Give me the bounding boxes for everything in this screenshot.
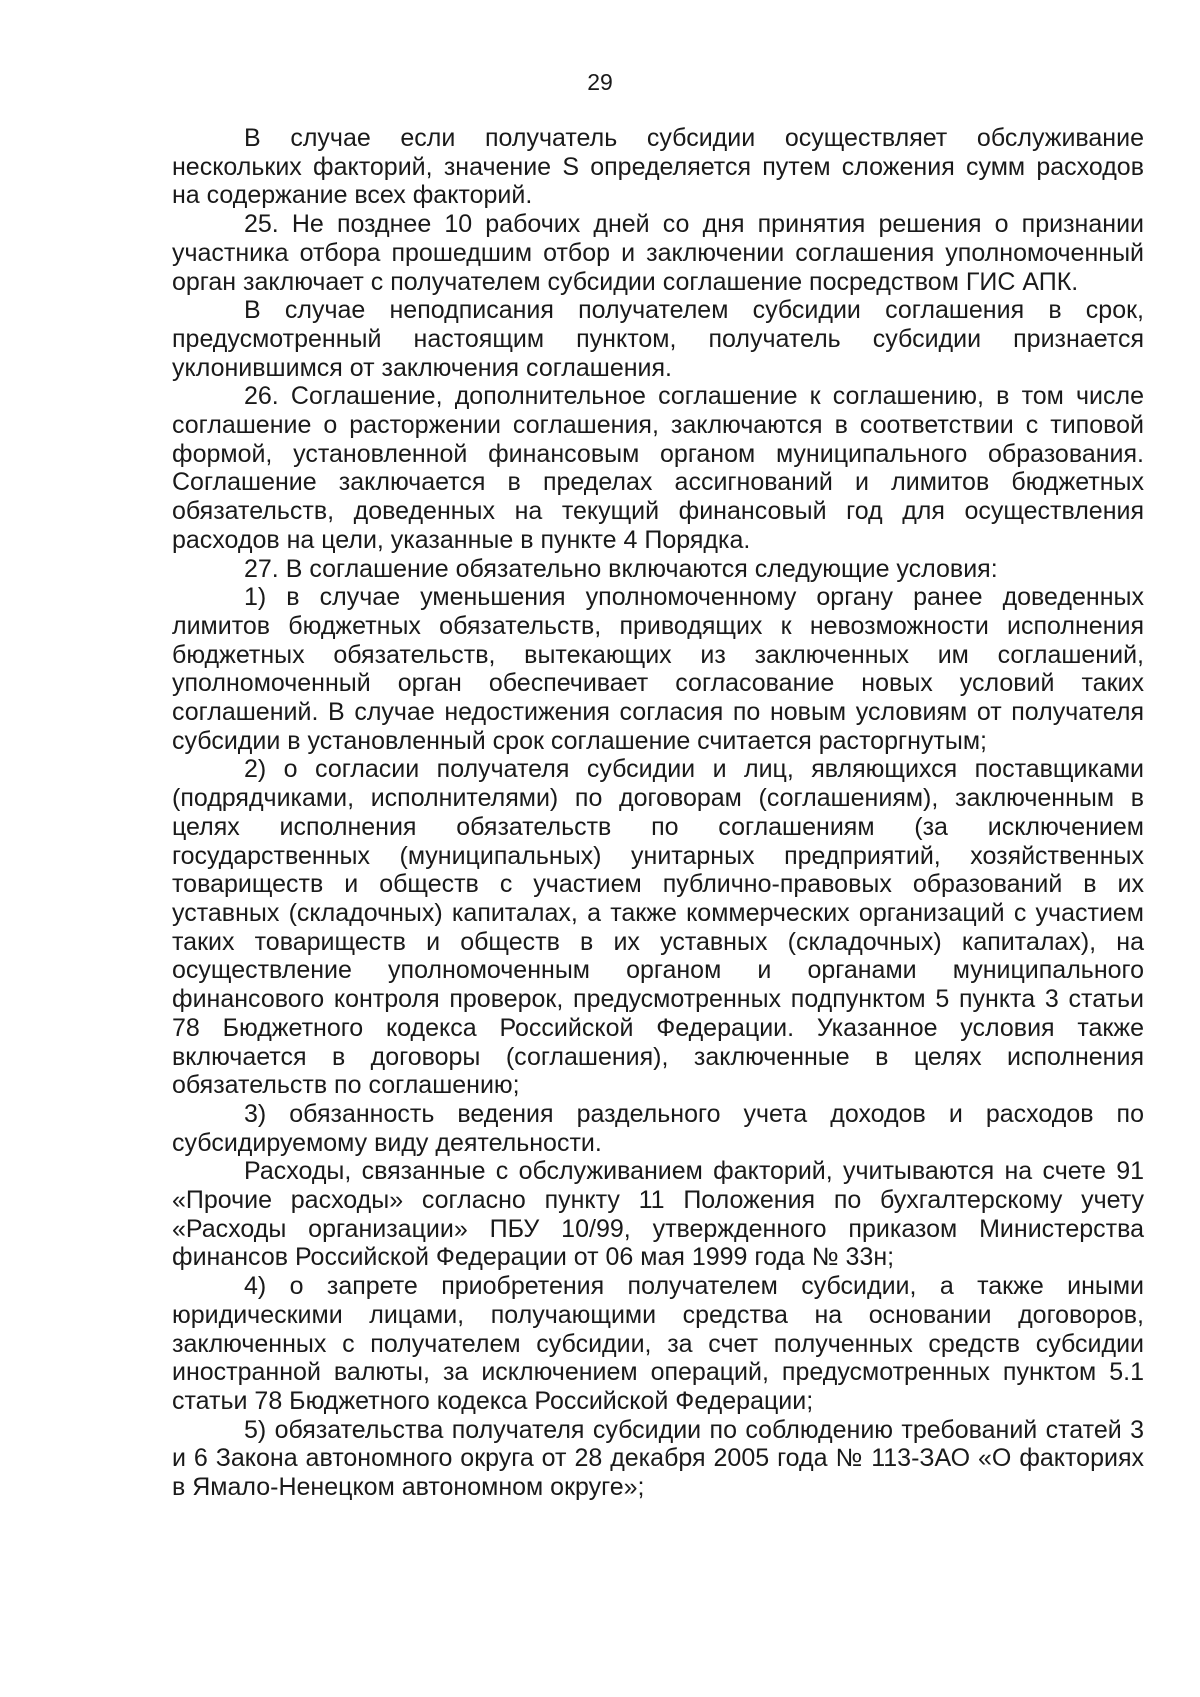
paragraph: 3) обязанность ведения раздельного учета доходов и расходов по субсидируемому виду деятельности. <box>172 1099 1144 1157</box>
paragraph: 5) обязательства получателя субсидии по соблюдению требований статей 3 и 6 Закона автономного округа от 28 декабря 2005 года № 113-ЗАО «О факториях в Ямало-Ненецком автономном округе»; <box>172 1415 1144 1502</box>
page-number: 29 <box>587 69 613 95</box>
paragraph: 2) о согласии получателя субсидии и лиц, являющихся поставщиками (подрядчиками, исполнителями) по договорам (соглашениям), заключенным в целях исполнения обязательств по соглашениям (за исключением государственных (муниципальных) унитарных предприятий, хозяйственных товариществ и обществ с участием публично-правовых образований в их уставных (складочных) капиталах, а также коммерческих организаций с участием таких товариществ и обществ в их уставных (складочных) капиталах), на осуществление уполномоченным органом и органами муниципального финансового контроля проверок, предусмотренных подпунктом 5 пункта 3 статьи 78 Бюджетного кодекса Российской Федерации. Указанное условия также включается в договоры (соглашения), заключенные в целях исполнения обязательств по соглашению; <box>172 755 1144 1100</box>
paragraph: 1) в случае уменьшения уполномоченному органу ранее доведенных лимитов бюджетных обязательств, приводящих к невозможности исполнения бюджетных обязательств, вытекающих из заключенных им соглашений, уполномоченный орган обеспечивает согласование новых условий таких соглашений. В случае недостижения согласия по новым условиям от получателя субсидии в установленный срок соглашение считается расторгнутым; <box>172 583 1144 755</box>
paragraph: 27. В соглашение обязательно включаются следующие условия: <box>244 554 998 583</box>
document-body <box>172 124 1144 1502</box>
paragraph: 26. Соглашение, дополнительное соглашение к соглашению, в том числе соглашение о расторжении соглашения, заключаются в соответствии с типовой формой, установленной финансовым органом муниципального образования. Соглашение заключается в пределах ассигнований и лимитов бюджетных обязательств, доведенных на текущий финансовый год для осуществления расходов на цели, указанные в пункте 4 Порядка. <box>172 382 1144 554</box>
paragraph: 4) о запрете приобретения получателем субсидии, а также иными юридическими лицами, получающими средства на основании договоров, заключенных с получателем субсидии, за счет полученных средств субсидии иностранной валюты, за исключением операций, предусмотренных пунктом 5.1 статьи 78 Бюджетного кодекса Российской Федерации; <box>172 1272 1144 1415</box>
paragraph: В случае если получатель субсидии осуществляет обслуживание нескольких факторий, значение S определяется путем сложения сумм расходов на содержание всех факторий. <box>172 124 1144 210</box>
paragraph: Расходы, связанные с обслуживанием факторий, учитываются на счете 91 «Прочие расходы» согласно пункту 11 Положения по бухгалтерскому учету «Расходы организации» ПБУ 10/99, утвержденного приказом Министерства финансов Российской Федерации от 06 мая 1999 года № 33н; <box>172 1157 1144 1272</box>
paragraph: 25. Не позднее 10 рабочих дней со дня принятия решения о признании участника отбора прошедшим отбор и заключении соглашения уполномоченный орган заключает с получателем субсидии соглашение посредством ГИС АПК. <box>172 210 1144 296</box>
paragraph: В случае неподписания получателем субсидии соглашения в срок, предусмотренный настоящим пунктом, получатель субсидии признается уклонившимся от заключения соглашения. <box>172 296 1144 382</box>
